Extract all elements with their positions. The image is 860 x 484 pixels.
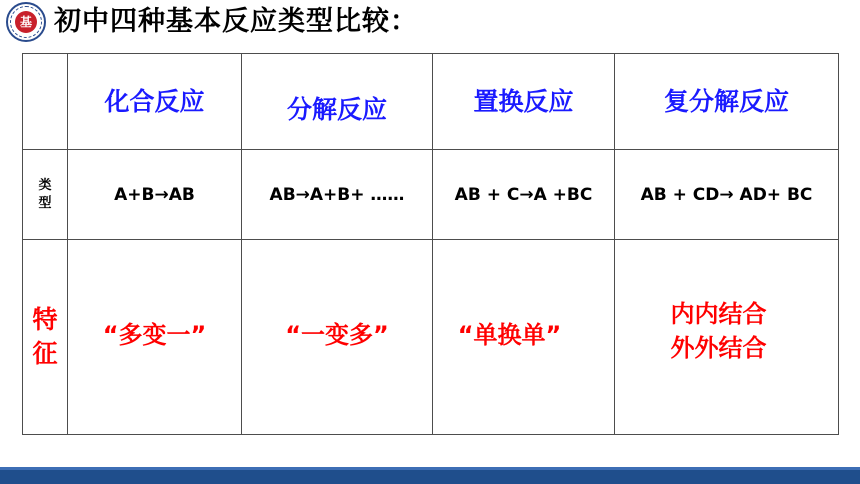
header-cell	[433, 54, 615, 150]
feature-row-label: 特征	[32, 305, 58, 368]
header-cell	[68, 54, 242, 150]
row-label-cell	[23, 240, 68, 435]
feature-text: “多变一”	[102, 321, 207, 349]
corner-cell	[23, 54, 68, 150]
feature-line: 外外结合	[670, 334, 767, 362]
footer-bar	[0, 467, 860, 484]
equation-text: A+B→AB	[114, 184, 195, 205]
equation-text: AB + CD→ AD+ BC	[640, 184, 813, 205]
equation-text: AB + C→A +BC	[454, 184, 593, 205]
type-row	[23, 150, 839, 240]
header-row	[23, 54, 839, 150]
header-cell	[242, 54, 433, 150]
column-heading: 化合反应	[104, 86, 205, 116]
row-label-cell	[23, 150, 68, 240]
column-heading: 置换反应	[473, 86, 574, 116]
footer-stripe	[0, 467, 860, 470]
header-cell	[615, 54, 839, 150]
equation-cell	[242, 150, 433, 240]
reaction-comparison-table	[22, 53, 839, 435]
feature-text: “一变多”	[285, 321, 389, 349]
page-title: 初中四种基本反应类型比较：	[54, 6, 418, 37]
feature-row	[23, 240, 839, 435]
feature-line: 内内结合	[670, 300, 767, 328]
column-heading: 分解反应	[286, 94, 387, 124]
equation-cell	[433, 150, 615, 240]
feature-cell	[68, 240, 242, 435]
equation-text: AB→A+B+ ……	[269, 184, 405, 205]
column-heading: 复分解反应	[663, 86, 789, 116]
feature-cell	[433, 240, 615, 435]
logo-mark: 基	[15, 11, 37, 33]
feature-text: “单换单”	[457, 321, 562, 349]
equation-cell	[615, 150, 839, 240]
equation-cell	[68, 150, 242, 240]
feature-cell	[615, 240, 839, 435]
type-row-label: 类型	[38, 177, 52, 211]
feature-cell	[242, 240, 433, 435]
feature-text-multiline	[671, 297, 767, 365]
school-logo-icon	[6, 2, 46, 42]
